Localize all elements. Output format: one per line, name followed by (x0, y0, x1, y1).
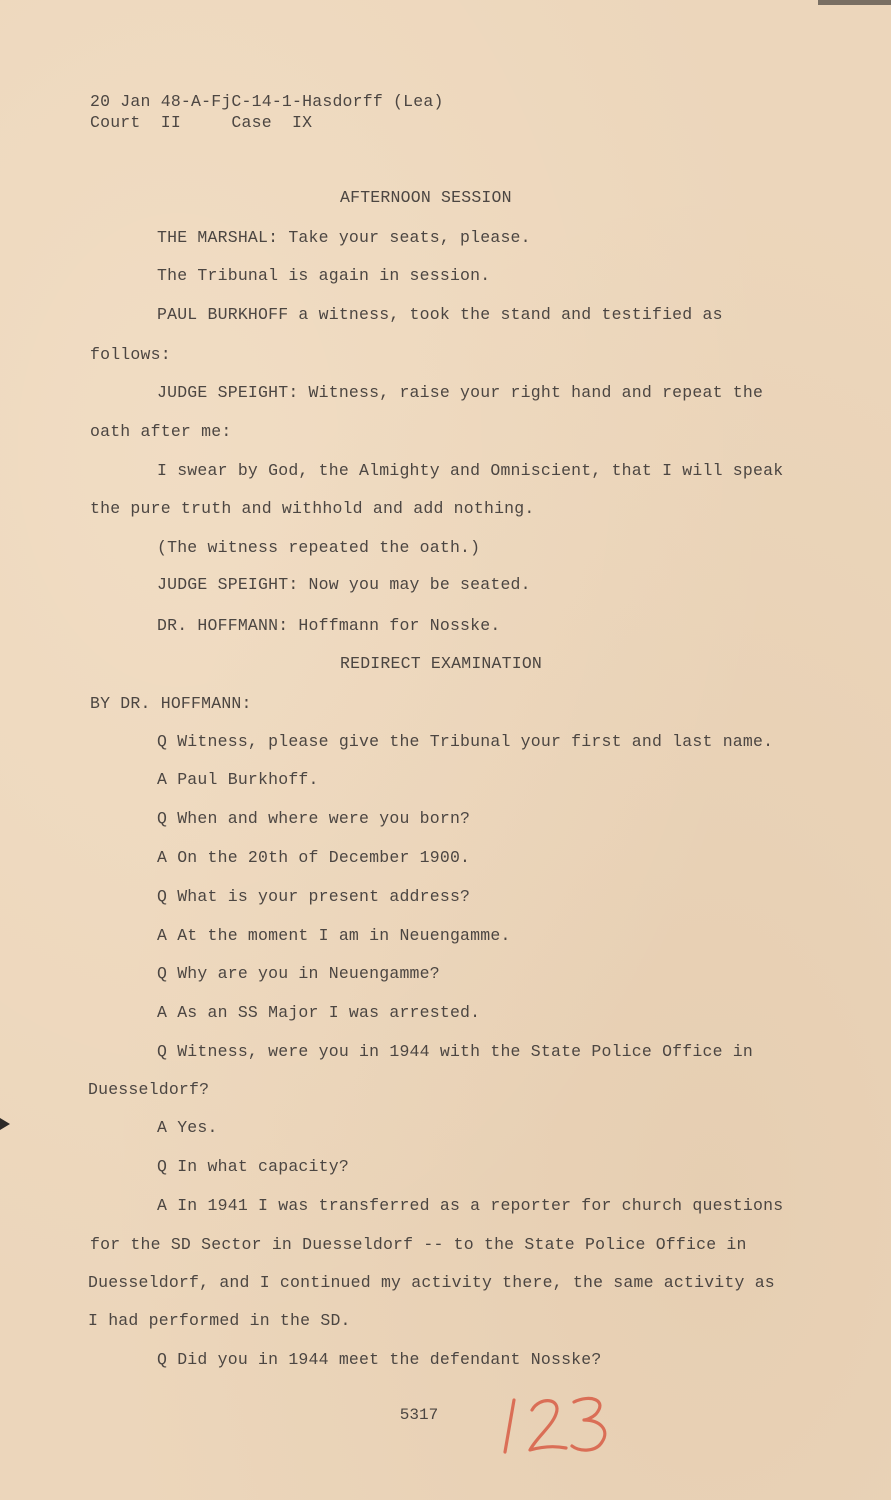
examination-title: REDIRECT EXAMINATION (340, 654, 543, 673)
transcript-line: oath after me: (90, 422, 232, 441)
qa-line: Q What is your present address? (157, 887, 471, 906)
qa-line: A At the moment I am in Neuengamme. (157, 926, 511, 945)
qa-line: for the SD Sector in Duesseldorf -- to the State Police Office in (90, 1235, 747, 1254)
qa-line: Q Witness, please give the Tribunal your first and last name. (157, 732, 774, 751)
transcript-line: the pure truth and withhold and add nothing. (90, 499, 535, 518)
transcript-line: (The witness repeated the oath.) (157, 538, 481, 557)
transcript-line: THE MARSHAL: Take your seats, please. (157, 228, 531, 247)
transcript-line: The Tribunal is again in session. (157, 266, 491, 285)
transcript-line: DR. HOFFMANN: Hoffmann for Nosske. (157, 616, 501, 635)
qa-line: A Yes. (157, 1118, 218, 1137)
qa-line: Q Why are you in Neuengamme? (157, 964, 440, 983)
qa-line: Duesseldorf, and I continued my activity there, the same activity as (88, 1273, 775, 1292)
qa-line: I had performed in the SD. (88, 1311, 351, 1330)
transcript-line: JUDGE SPEIGHT: Witness, raise your right hand and repeat the (157, 383, 764, 402)
transcript-line: follows: (90, 345, 171, 364)
corner-mark (818, 0, 891, 5)
handwritten-folio-number (500, 1388, 615, 1460)
transcript-line: I swear by God, the Almighty and Omniscient, that I will speak (157, 461, 784, 480)
qa-line: Q When and where were you born? (157, 809, 471, 828)
transcript-line: PAUL BURKHOFF a witness, took the stand and testified as (157, 305, 723, 324)
binding-mark (0, 1118, 10, 1130)
page-number: 5317 (399, 1406, 439, 1424)
transcript-line: JUDGE SPEIGHT: Now you may be seated. (157, 575, 531, 594)
court-case-line: Court II Case IX (90, 113, 313, 132)
session-title: AFTERNOON SESSION (340, 188, 512, 207)
qa-line: Q Did you in 1944 meet the defendant Nosske? (157, 1350, 602, 1369)
document-reference: 20 Jan 48-A-FjC-14-1-Hasdorff (Lea) (90, 92, 444, 111)
qa-line: Q In what capacity? (157, 1157, 349, 1176)
examiner-line: BY DR. HOFFMANN: (90, 694, 252, 713)
qa-line: A On the 20th of December 1900. (157, 848, 471, 867)
qa-line: A As an SS Major I was arrested. (157, 1003, 481, 1022)
qa-line: Duesseldorf? (88, 1080, 210, 1099)
qa-line: Q Witness, were you in 1944 with the State Police Office in (157, 1042, 753, 1061)
qa-line: A In 1941 I was transferred as a reporter for church questions (157, 1196, 784, 1215)
qa-line: A Paul Burkhoff. (157, 770, 319, 789)
